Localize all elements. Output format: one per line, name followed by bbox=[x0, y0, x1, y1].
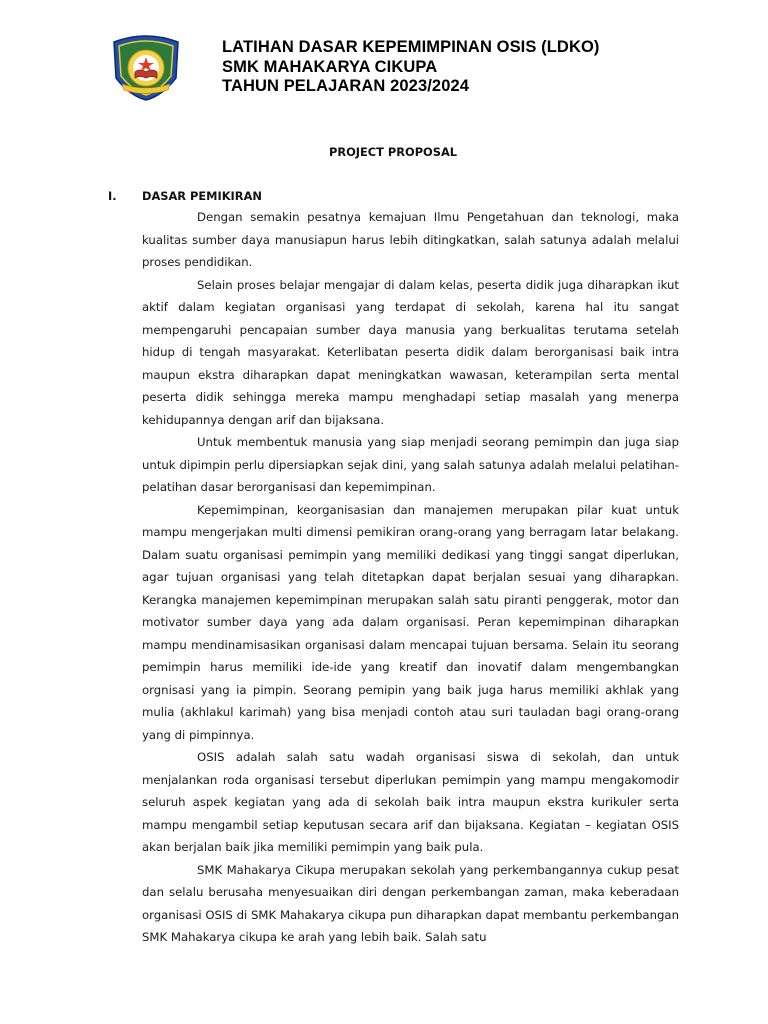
section-title: DASAR PEMIKIRAN bbox=[142, 189, 262, 203]
paragraph: Dengan semakin pesatnya kemajuan Ilmu Pengetahuan dan teknologi, maka kualitas sumber daya manusiapun harus lebih ditingkatkan, salah satunya adalah melalui proses pendidikan. bbox=[142, 210, 679, 269]
paragraph: Untuk membentuk manusia yang siap menjadi seorang pemimpin dan juga siap untuk dipimpin perlu dipersiapkan sejak dini, yang salah satunya adalah melalui pelatihan-pelatihan dasar berorganisasi dan kepemimpinan. bbox=[142, 435, 679, 494]
paragraph: Selain proses belajar mengajar di dalam kelas, peserta didik juga diharapkan ikut aktif dalam kegiatan organisasi yang terdapat di sekolah, karena hal itu sangat mempengaruhi pencapaian sumber daya manusia yang berkualitas terutama setelah hidup di tengah masyarakat. Keterlibatan peserta didik dalam berorganisasi baik intra maupun ekstra diharapkan dapat meningkatkan wawasan, keterampilan serta mental peserta didik sehingga mereka mampu menghadapi setiap masalah yang menerpa kehidupannya dengan arif dan bijaksana. bbox=[142, 277, 679, 427]
paragraph: Kepemimpinan, keorganisasian dan manajemen merupakan pilar kuat untuk mampu mengerjakan multi dimensi pemikiran orang-orang yang berragam latar belakang. Dalam suatu organisasi pemimpin yang memiliki dedikasi yang tinggi sangat diperlukan, agar tujuan organisasi yang telah ditetapkan dapat berjalan sesuai yang diharapkan. Kerangka manajemen kepemimpinan merupakan salah satu piranti penggerak, motor dan motivator sumber daya yang ada dalam organisasi. Peran kepemimpinan diharapkan mampu mendinamisasikan organisasi dalam mencapai tujuan bersama. Selain itu seorang pemimpin harus memiliki ide-ide yang kreatif dan inovatif dalam mengembangkan orgnisasi yang ia pimpin. Seorang pemipin yang baik juga harus memiliki akhlak yang mulia (akhlakul karimah) yang bisa menjadi contoh atau suri tauladan bagi orang-orang yang di pimpinnya. bbox=[142, 502, 679, 742]
header-event-title: LATIHAN DASAR KEPEMIMPINAN OSIS (LDKO) bbox=[222, 38, 600, 56]
document-header bbox=[222, 38, 600, 97]
section-number: I. bbox=[108, 189, 117, 203]
header-school-name: SMK MAHAKARYA CIKUPA bbox=[222, 57, 438, 76]
school-emblem-icon bbox=[108, 32, 184, 102]
document-title: PROJECT PROPOSAL bbox=[328, 145, 458, 159]
paragraph: OSIS adalah salah satu wadah organisasi siswa di sekolah, dan untuk menjalankan roda organisasi tersebut diperlukan pemimpin yang mampu mengakomodir seluruh aspek kegiatan yang ada di sekolah baik intra maupun ekstra kurikuler serta mampu mengambil setiap keputusan secara arif dan bijaksana. Kegiatan – kegiatan OSIS akan berjalan baik jika memiliki pemimpin yang baik pula. bbox=[142, 750, 679, 854]
body-text bbox=[142, 206, 679, 949]
header-academic-year: TAHUN PELAJARAN 2023/2024 bbox=[222, 77, 470, 95]
paragraph: SMK Mahakarya Cikupa merupakan sekolah yang perkembangannya cukup pesat dan selalu berusaha menyesuaikan diri dengan perkembangan zaman, maka keberadaan organisasi OSIS di SMK Mahakarya cikupa pun diharapkan dapat membantu perkembangan SMK Mahakarya cikupa ke arah yang lebih baik. Salah satu bbox=[142, 862, 679, 944]
